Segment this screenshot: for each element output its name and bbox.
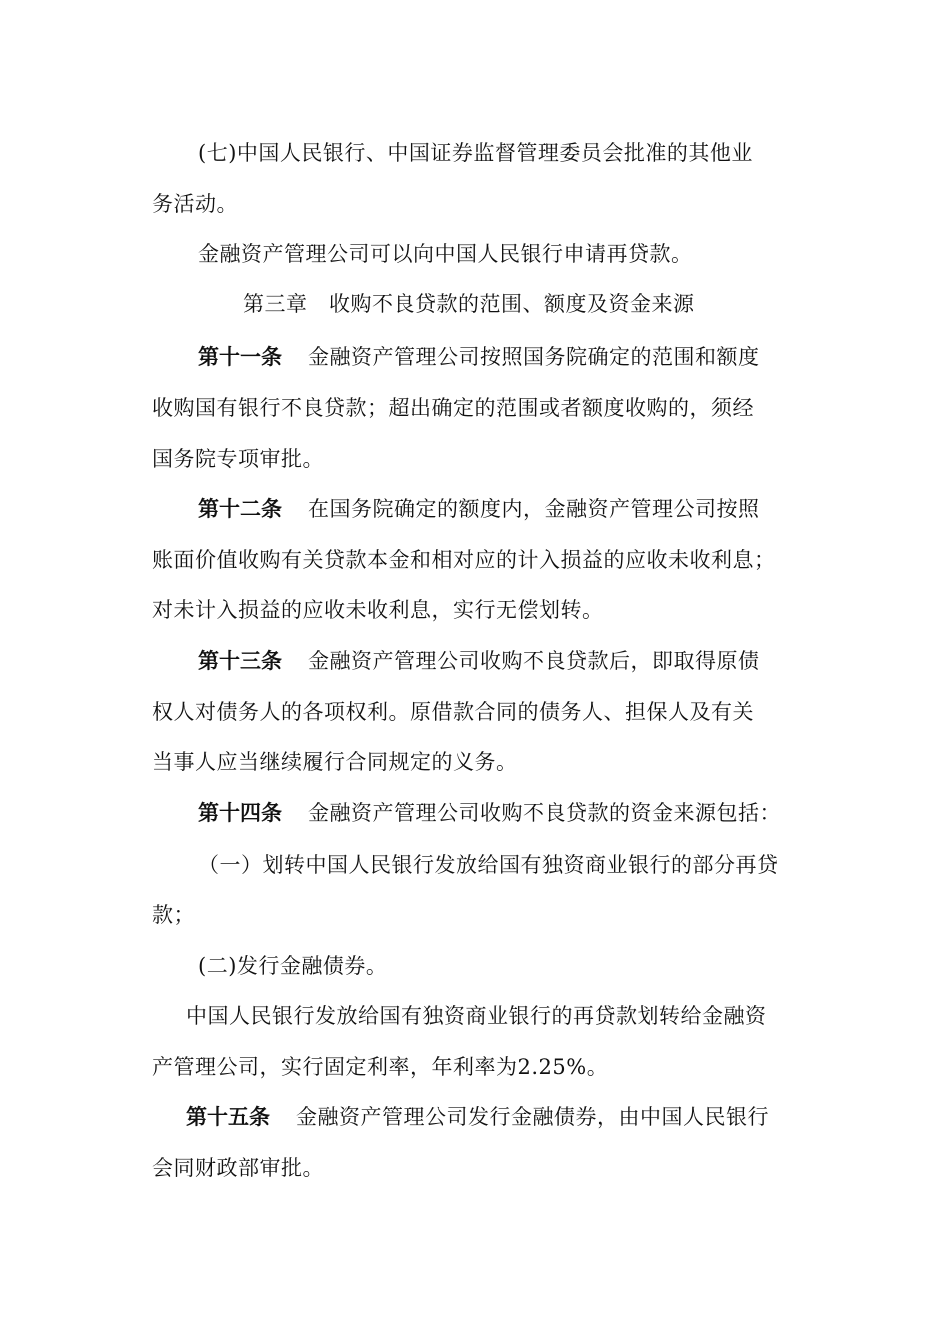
article-15-label: 第十五条 <box>186 1105 270 1129</box>
paragraph-line: 中国人民银行发放给国有独资商业银行的再贷款划转给金融资 <box>186 1004 767 1028</box>
paragraph-line: 国务院专项审批。 <box>152 447 324 471</box>
paragraph-line: 会同财政部审批。 <box>152 1156 324 1180</box>
article-12-label: 第十二条 <box>198 497 282 521</box>
paragraph-text: 金融资产管理公司按照国务院确定的范围和额度 <box>308 345 760 369</box>
article-13-label: 第十三条 <box>198 649 282 673</box>
paragraph-line: 务活动。 <box>152 192 238 216</box>
article-13-first-line <box>198 646 760 676</box>
paragraph-text: 金融资产管理公司发行金融债券，由中国人民银行 <box>296 1105 769 1129</box>
paragraph-line: 款； <box>152 903 195 927</box>
paragraph-line: 收购国有银行不良贷款；超出确定的范围或者额度收购的，须经 <box>152 396 754 420</box>
article-14-label: 第十四条 <box>198 801 282 825</box>
article-11-first-line <box>198 342 760 372</box>
paragraph-line: 账面价值收购有关贷款本金和相对应的计入损益的应收未收利息； <box>152 548 776 572</box>
paragraph-text: 金融资产管理公司收购不良贷款后，即取得原债 <box>308 649 760 673</box>
paragraph-line: 当事人应当继续履行合同规定的义务。 <box>152 750 518 774</box>
paragraph-line: (二)发行金融债券。 <box>198 954 388 978</box>
paragraph-line: 产管理公司，实行固定利率，年利率为2.25%。 <box>152 1055 609 1079</box>
paragraph-text: 金融资产管理公司收购不良贷款的资金来源包括： <box>308 801 781 825</box>
article-11-label: 第十一条 <box>198 345 282 369</box>
paragraph-text: 在国务院确定的额度内，金融资产管理公司按照 <box>308 497 760 521</box>
paragraph-line: 对未计入损益的应收未收利息，实行无偿划转。 <box>152 598 604 622</box>
article-15-first-line <box>186 1102 769 1132</box>
paragraph-line: 金融资产管理公司可以向中国人民银行申请再贷款。 <box>198 242 693 266</box>
paragraph-line: 权人对债务人的各项权利。原借款合同的债务人、担保人及有关 <box>152 700 754 724</box>
article-14-first-line <box>198 798 781 828</box>
chapter-heading: 第三章 收购不良贷款的范围、额度及资金来源 <box>243 292 695 316</box>
article-12-first-line <box>198 494 760 524</box>
paragraph-line: （一）划转中国人民银行发放给国有独资商业银行的部分再贷 <box>198 853 779 877</box>
paragraph-line: (七)中国人民银行、中国证券监督管理委员会批准的其他业 <box>198 141 753 165</box>
